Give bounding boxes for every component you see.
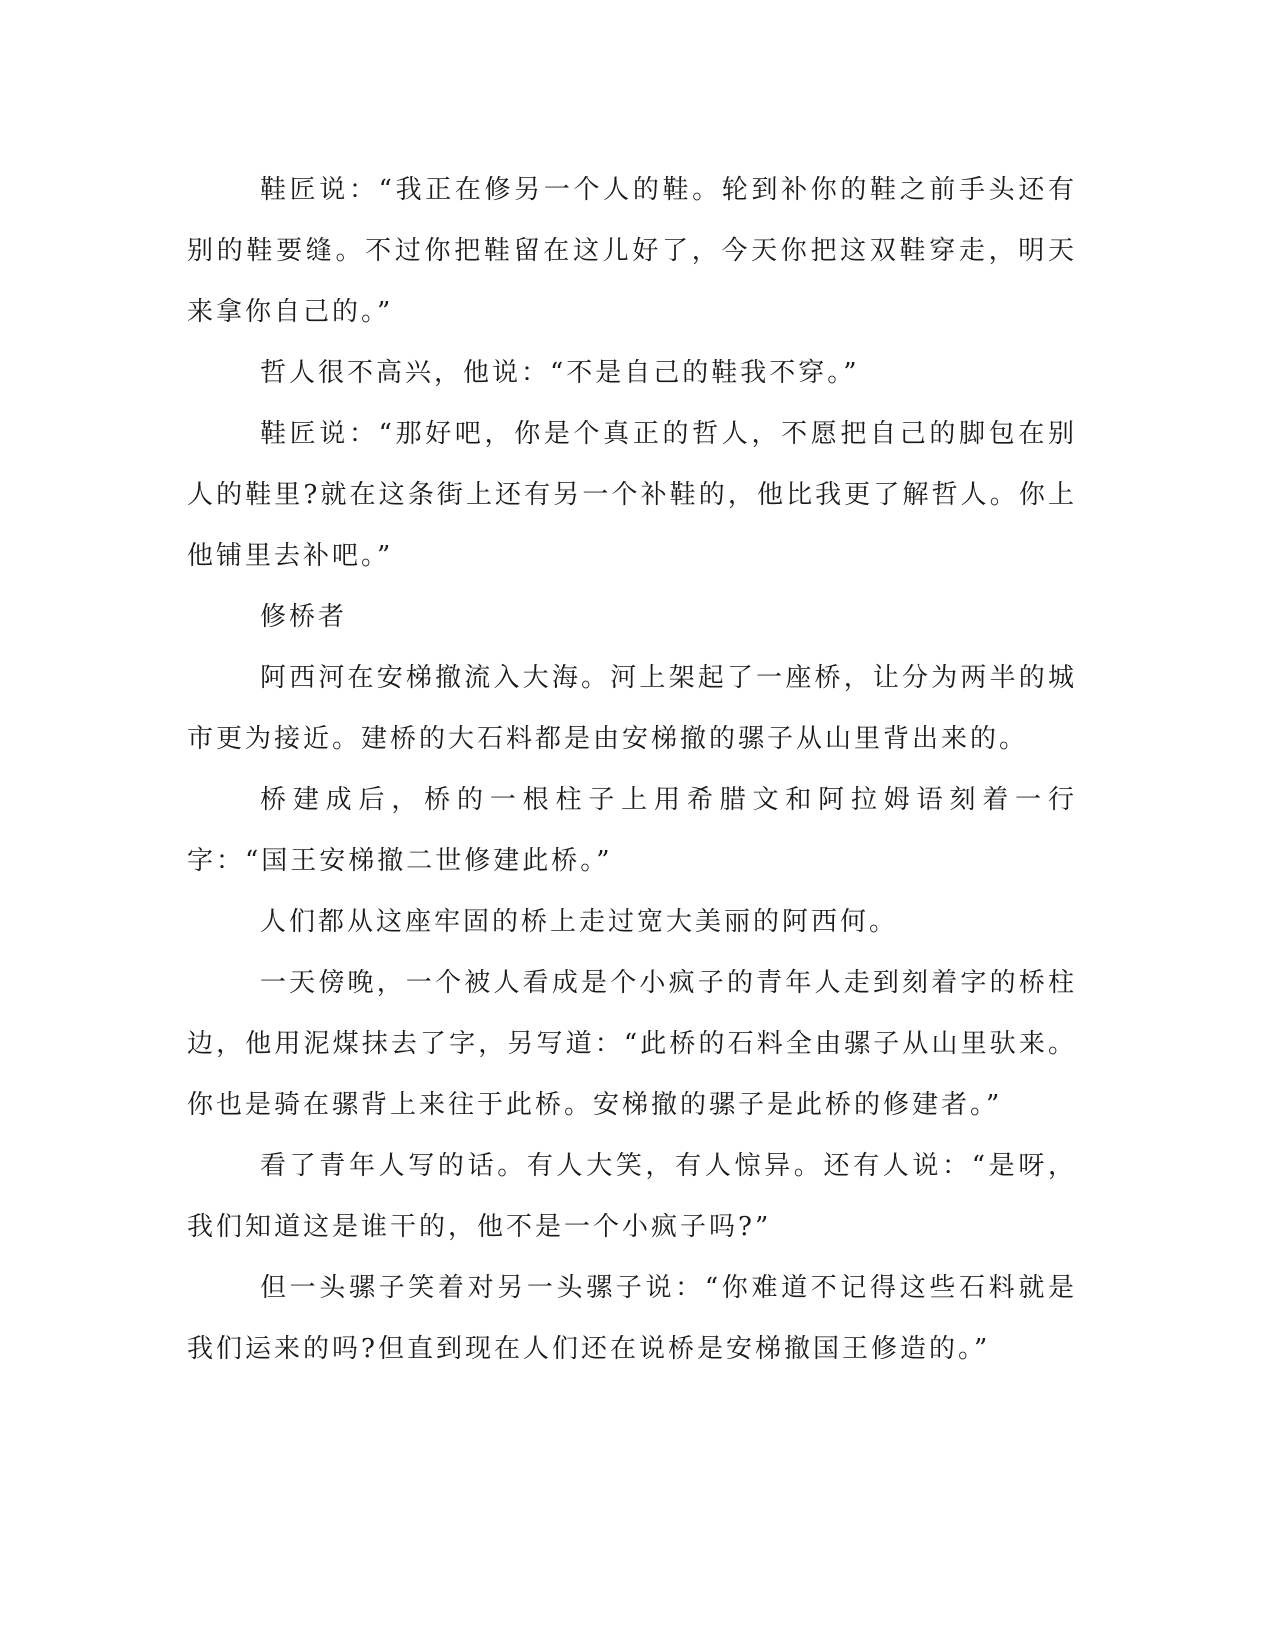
document-body [187,160,1077,1380]
paragraph: 鞋匠说：“我正在修另一个人的鞋。轮到补你的鞋之前手头还有别的鞋要缝。不过你把鞋留在这儿好了，今天你把这双鞋穿走，明天来拿你自己的。” [187,175,1077,327]
paragraph: 鞋匠说：“那好吧，你是个真正的哲人，不愿把自己的脚包在别人的鞋里?就在这条街上还有另一个补鞋的，他比我更了解哲人。你上他铺里去补吧。” [187,419,1077,571]
paragraph: 阿西河在安梯撤流入大海。河上架起了一座桥，让分为两半的城市更为接近。建桥的大石料都是由安梯撤的骡子从山里背出来的。 [187,663,1077,754]
paragraph: 一天傍晚，一个被人看成是个小疯子的青年人走到刻着字的桥柱边，他用泥煤抹去了字，另写道：“此桥的石料全由骡子从山里驮来。你也是骑在骡背上来往于此桥。安梯撤的骡子是此桥的修建者。” [187,968,1077,1120]
paragraph: 哲人很不高兴，他说：“不是自己的鞋我不穿。” [260,358,860,388]
paragraph: 但一头骡子笑着对另一头骡子说：“你难道不记得这些石料就是我们运来的吗?但直到现在人们还在说桥是安梯撤国王修造的。” [187,1273,1077,1364]
section-heading: 修桥者 [260,602,348,632]
paragraph: 看了青年人写的话。有人大笑，有人惊异。还有人说：“是呀，我们知道这是谁干的，他不是一个小疯子吗?” [187,1151,1077,1242]
paragraph: 桥建成后，桥的一根柱子上用希腊文和阿拉姆语刻着一行字：“国王安梯撤二世修建此桥。” [187,785,1077,876]
paragraph: 人们都从这座牢固的桥上走过宽大美丽的阿西何。 [260,907,899,937]
